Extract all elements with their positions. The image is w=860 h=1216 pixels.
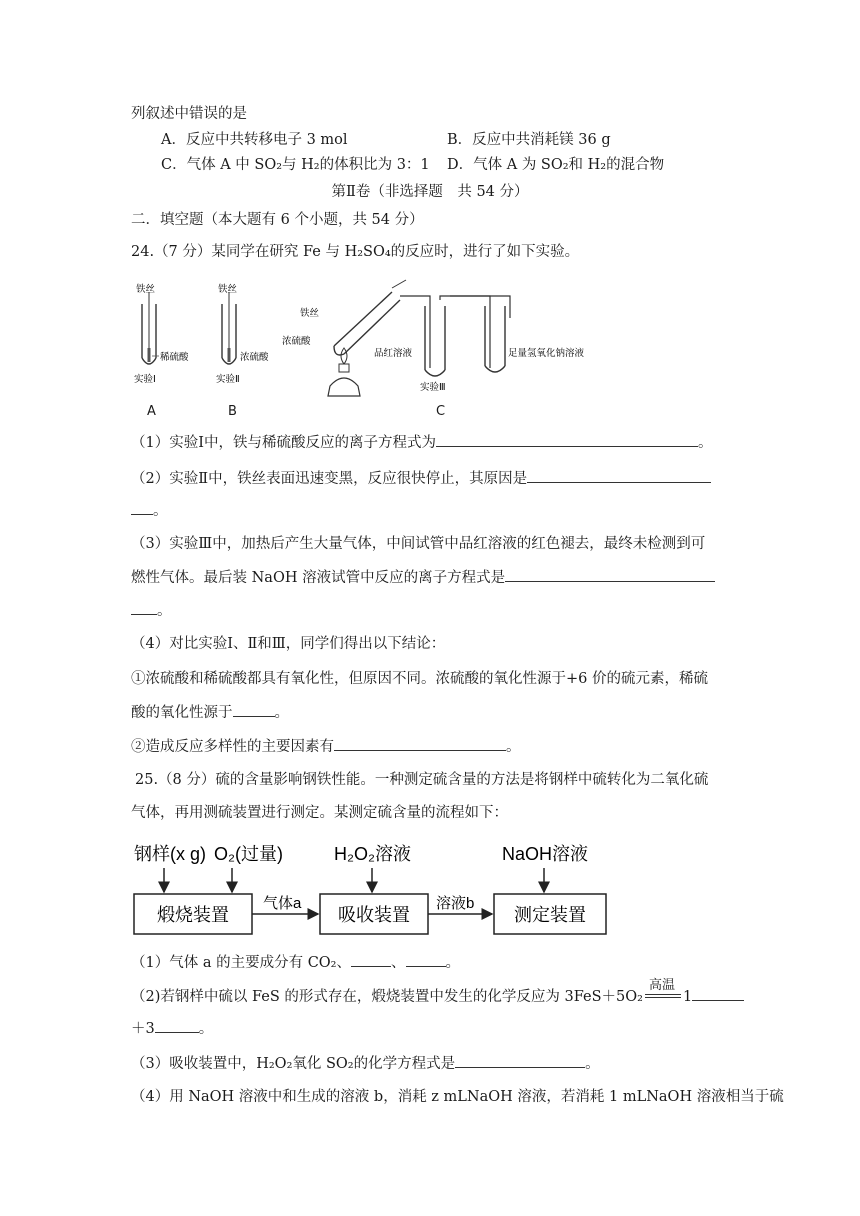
q25-stem-line2: 气体，再用测硫装置进行测定。某测定硫含量的流程如下： [131,805,508,821]
label-iron-wire-c: 铁丝 [300,308,320,319]
label-exp3: 实验Ⅲ [420,382,446,393]
q25-part2-condition-line2 [645,997,681,998]
q24-apparatus-figure [130,278,600,423]
q25-part1-sep: 、 [391,955,406,971]
q24-part2-blank[interactable] [527,468,711,483]
q24-part3-text: 燃性气体。最后装 NaOH 溶液试管中反应的离子方程式是 [131,570,506,586]
q24-part2-blank-cont[interactable] [131,500,153,515]
q25-part3-blank[interactable] [455,1053,585,1068]
q24-part3-line1: （3）实验Ⅲ中，加热后产生大量气体，中间试管中品红溶液的红色褪去，最终未检测到可 [131,536,706,552]
q25-part4: （4）用 NaOH 溶液中和生成的溶液 b，消耗 z mLNaOH 溶液，若消耗 1 mLNaOH 溶液相当于硫 [131,1089,784,1105]
q25-part2-coefficient: 1 [682,989,693,1005]
flow-input-naoh: NaOH溶液 [502,844,589,864]
q24-part4: （4）对比实验Ⅰ、Ⅱ和Ⅲ，同学们得出以下结论： [131,636,446,652]
q24-part4-1-line1: ①浓硫酸和稀硫酸都具有氧化性，但原因不同。浓硫酸的氧化性源于+6 价的硫元素，稀硫 [131,671,708,687]
label-conc-acid-c: 浓硫酸 [282,336,311,347]
q24-part4-1-text: 酸的氧化性源于 [131,705,233,721]
q24-part2-cont [131,500,168,521]
caption-c: C [436,404,446,419]
label-exp2: 实验Ⅱ [216,374,240,385]
q25-part2-condition [643,978,683,1006]
q24-part4-2 [131,736,521,757]
flow-input-h2o2: H₂O₂溶液 [334,844,411,864]
label-iron-wire-a: 铁丝 [136,284,156,295]
caption-b: B [228,404,237,419]
flow-input-oxygen: O₂(过量) [214,844,283,864]
apparatus-exp3 [328,280,510,396]
section-title: 第Ⅱ卷（非选择题 共 54 分） [331,184,529,200]
q25-part2-blank2[interactable] [155,1018,199,1033]
label-dilute-acid: 稀硫酸 [160,352,189,363]
q25-flow-diagram [130,836,610,942]
label-iron-wire-b: 铁丝 [218,284,238,295]
q24-part2-end: 。 [153,503,168,519]
q25-part1-blank1[interactable] [351,952,391,967]
q25-part2-text: （2)若钢样中硫以 FeS 的形式存在，煅烧装置中发生的化学反应为 3FeS＋5O₂ [131,989,643,1005]
q25-part2-condition-label: 高温 [648,978,675,993]
q24-part4-2-end: 。 [506,739,521,755]
flow-arrow-gas-label: 气体a [263,895,302,912]
q24-part4-1-end: 。 [274,705,289,721]
q24-part4-2-text: ②造成反应多样性的主要因素有 [131,739,334,755]
q23-stem: 列叙述中错误的是 [131,106,247,122]
q24-stem: 24.（7 分）某同学在研究 Fe 与 H₂SO₄的反应时，进行了如下实验。 [131,244,580,260]
q25-part2-line2 [131,1018,213,1039]
q24-part2 [131,468,711,489]
q24-part2-text: （2）实验Ⅱ中，铁丝表面迅速变黑，反应很快停止，其原因是 [131,471,528,487]
tube-exp2 [222,292,236,364]
q24-part4-2-blank[interactable] [334,736,506,751]
q25-part1-blank2[interactable] [406,952,446,967]
q25-part3-end: 。 [585,1056,600,1072]
q24-part3-end: 。 [157,603,172,619]
label-naoh: 足量氢氧化钠溶液 [508,348,585,359]
caption-a: A [147,404,156,419]
q25-part3-text: （3）吸收装置中，H₂O₂氧化 SO₂的化学方程式是 [131,1056,456,1072]
q25-part2-blank1[interactable] [692,986,744,1001]
q25-part1-end: 。 [445,955,460,971]
q24-part3-line2 [131,567,715,588]
flow-box-absorption-label: 吸收装置 [338,905,410,925]
q23-option-c: C．气体 A 中 SO₂与 H₂的体积比为 3：1 [161,157,430,173]
q25-part1 [131,952,460,973]
q25-part2-text2: ＋3 [131,1021,155,1037]
q25-part2-condition-line1 [645,994,681,995]
q24-part1-text: （1）实验Ⅰ中，铁与稀硫酸反应的离子方程式为 [131,435,436,451]
q24-part3-cont [131,600,172,621]
q23-option-b: B．反应中共消耗镁 36 g [447,132,611,148]
label-pinhong: 品红溶液 [374,348,413,359]
q24-part1-blank[interactable] [436,432,698,447]
flow-box-measurement-label: 测定装置 [514,905,586,925]
q25-part2-line1 [131,978,744,1007]
q25-part2-end: 。 [198,1021,214,1037]
q25-part3 [131,1053,600,1074]
label-exp1: 实验Ⅰ [134,374,156,385]
tube-exp1 [142,292,159,364]
section-heading: 二．填空题（本大题有 6 个小题，共 54 分） [131,212,424,228]
q23-option-a: A．反应中共转移电子 3 mol [161,132,348,148]
q24-part3-blank[interactable] [505,567,715,582]
q24-part3-blank-cont[interactable] [131,600,157,615]
flow-box-calcining-label: 煅烧装置 [157,905,229,925]
flow-input-steel: 钢样(x g) [134,844,206,864]
label-conc-acid-b: 浓硫酸 [240,352,269,363]
flow-arrow-solution-label: 溶液b [436,895,475,912]
q23-option-d: D．气体 A 为 SO₂和 H₂的混合物 [447,157,665,173]
q25-stem-line1: 25.（8 分）硫的含量影响钢铁性能。一种测定硫含量的方法是将钢样中硫转化为二氧化硫 [135,772,709,788]
q25-part1-text: （1）气体 a 的主要成分有 CO₂、 [131,955,351,971]
q24-part4-1-blank[interactable] [233,702,275,717]
q24-part1-end: 。 [697,435,713,451]
q24-part4-1-line2 [131,702,289,723]
q24-part1 [131,432,712,453]
